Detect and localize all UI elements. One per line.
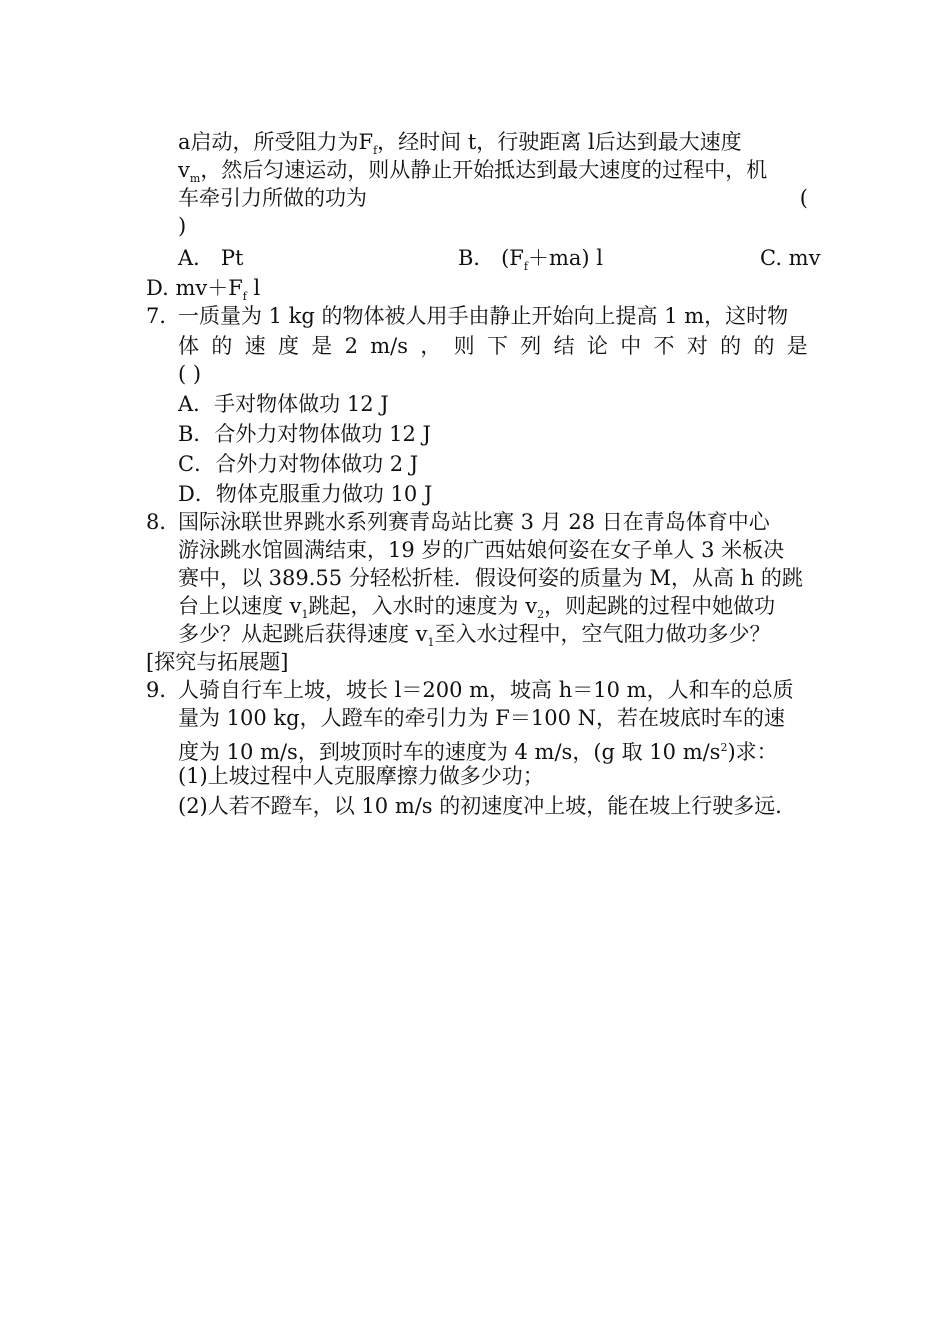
q9-line-2: 量为 100 kg，人蹬车的牵引力为 F＝100 N，若在坡底时车的速 bbox=[178, 706, 785, 730]
q7-word: 中 bbox=[620, 334, 642, 358]
q9-subquestion-2: (2)人若不蹬车，以 10 m/s 的初速度冲上坡，能在坡上行驶多远． bbox=[178, 794, 797, 818]
q6-line-4 bbox=[178, 212, 186, 240]
q7-word: 列 bbox=[520, 334, 542, 358]
q7-number: 7． bbox=[146, 304, 181, 328]
option-text: l bbox=[246, 276, 261, 300]
q6-subscript: f bbox=[373, 144, 378, 158]
q8-text: 台上以速度 v bbox=[178, 594, 302, 618]
q6-text: 车牵引力所做的功为 bbox=[178, 186, 367, 210]
q6-text: ，然后匀速运动，则从静止开始抵达到最大速度的过程中，机 bbox=[200, 158, 768, 182]
q6-option-b bbox=[458, 244, 603, 281]
option-subscript: f bbox=[242, 290, 247, 304]
q9-subquestion-1: (1)上坡过程中人克服摩擦力做多少功； bbox=[178, 764, 544, 788]
q7-option-c: C．合外力对物体做功 2 J bbox=[178, 452, 419, 476]
q7-word: 的 bbox=[211, 334, 233, 358]
q8-line-3: 赛中，以 389.55 分轻松折桂．假设何姿的质量为 M，从高 h 的跳 bbox=[178, 566, 803, 590]
q7-word: 下 bbox=[486, 334, 508, 358]
q7-word: 结 bbox=[553, 334, 575, 358]
q6-option-a bbox=[178, 244, 243, 272]
q7-word: m/s bbox=[370, 334, 409, 358]
q7-word: ， bbox=[420, 334, 442, 358]
q6-line-3 bbox=[178, 184, 808, 212]
q9-superscript: 2 bbox=[720, 741, 728, 754]
q7-option-a: A．手对物体做功 12 J bbox=[178, 392, 389, 416]
q8-text: 跳起，入水时的速度为 v bbox=[308, 594, 538, 618]
option-subscript: f bbox=[523, 260, 528, 274]
q7-word: 的 bbox=[720, 334, 742, 358]
q8-line-1: 国际泳联世界跳水系列赛青岛站比赛 3 月 28 日在青岛体育中心 bbox=[178, 510, 770, 534]
q6-option-c bbox=[760, 244, 820, 272]
q7-option-d: D．物体克服重力做功 10 J bbox=[178, 482, 433, 506]
q6-subscript: m bbox=[189, 172, 201, 186]
q8-subscript: 2 bbox=[537, 608, 545, 622]
q6-text: a启动，所受阻力为F bbox=[178, 130, 374, 154]
q8-text: ，则起跳的过程中她做功 bbox=[544, 594, 776, 618]
q8-number: 8． bbox=[146, 510, 181, 534]
option-text: D. mv＋F bbox=[146, 276, 243, 300]
option-text: A． Pt bbox=[178, 246, 244, 270]
option-text: B． (F bbox=[458, 246, 524, 270]
option-text: ＋ma) l bbox=[527, 246, 603, 270]
answer-paren-close: ) bbox=[178, 214, 187, 238]
q6-text: v bbox=[178, 158, 190, 182]
q8-subscript: 1 bbox=[427, 636, 435, 650]
q7-word: 不 bbox=[653, 334, 675, 358]
q9-line-1: 人骑自行车上坡，坡长 l＝200 m，坡高 h＝10 m，人和车的总质 bbox=[178, 678, 794, 702]
q7-line-1: 一质量为 1 kg 的物体被人用手由静止开始向上提高 1 m，这时物 bbox=[178, 304, 789, 328]
q7-word: 是 bbox=[311, 334, 333, 358]
q9-number: 9． bbox=[146, 678, 181, 702]
q7-word: 体 bbox=[178, 334, 199, 358]
q8-subscript: 1 bbox=[301, 608, 309, 622]
section-heading: [探究与拓展题] bbox=[146, 650, 289, 674]
q7-word: 论 bbox=[586, 334, 608, 358]
q7-word: 是 bbox=[786, 334, 808, 358]
q9-text: )求： bbox=[727, 740, 778, 764]
q7-word: 2 bbox=[344, 334, 358, 358]
q9-text: 度为 10 m/s，到坡顶时车的速度为 4 m/s，(g 取 10 m/s bbox=[178, 740, 721, 764]
option-text: C. mv bbox=[760, 246, 821, 270]
q6-text: ，经时间 t，行驶距离 l后达到最大速度 bbox=[377, 130, 742, 154]
q7-word: 则 bbox=[453, 334, 475, 358]
q7-word: 度 bbox=[277, 334, 299, 358]
q7-word: 速 bbox=[244, 334, 266, 358]
q8-text: 至入水过程中，空气阻力做功多少？ bbox=[434, 622, 771, 646]
answer-paren-open: ( bbox=[799, 186, 808, 210]
q7-word: 对 bbox=[686, 334, 708, 358]
q7-answer-paren: ( ) bbox=[178, 362, 202, 386]
q8-text: 多少？从起跳后获得速度 v bbox=[178, 622, 428, 646]
q8-line-2: 游泳跳水馆圆满结束，19 岁的广西姑娘何姿在女子单人 3 米板决 bbox=[178, 538, 785, 562]
q7-line-2 bbox=[178, 332, 808, 360]
q7-word: 的 bbox=[753, 334, 775, 358]
q7-option-b: B．合外力对物体做功 12 J bbox=[178, 422, 431, 446]
